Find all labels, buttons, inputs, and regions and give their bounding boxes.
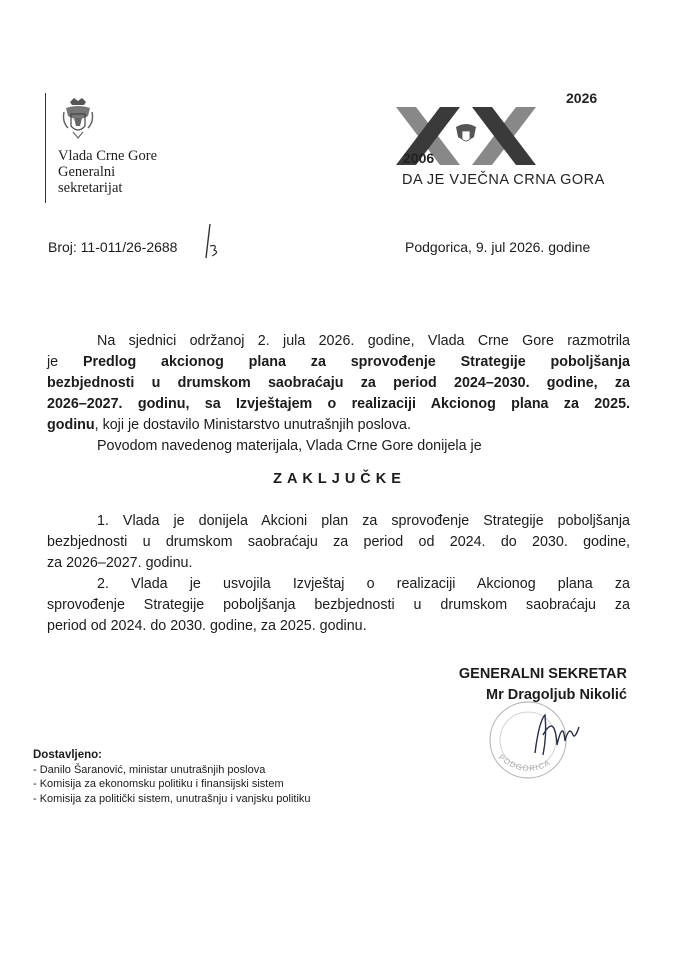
logo-year-left: 2006 <box>403 150 435 166</box>
logo-year-right: 2026 <box>566 90 598 106</box>
org-line-3: sekretarijat <box>58 180 123 196</box>
stamp-text: PODGORICA <box>496 752 553 774</box>
conclusions-list <box>47 511 630 637</box>
logo-motto: DA JE VJEČNA CRNA GORA <box>402 172 605 188</box>
org-line-2: Generalni <box>58 164 116 180</box>
intro-line-2a: je <box>47 354 59 370</box>
distribution-item: - Komisija za politički sistem, unutrašnju i vanjsku politiku <box>33 792 311 805</box>
handwritten-reference-mark <box>200 222 224 267</box>
intro-paragraph <box>47 331 630 457</box>
org-line-1: Vlada Crne Gore <box>58 148 158 164</box>
signatory-title: GENERALNI SEKRETAR <box>458 666 627 682</box>
place-and-date: Podgorica, 9. jul 2026. godine <box>405 239 591 255</box>
intro-line-2 <box>47 352 630 373</box>
signature-block <box>459 664 627 706</box>
proposal-title-part-1: Predlog akcionog plana za sprovođenje Strategije poboljšanja <box>82 354 630 370</box>
intro-line-1: Na sjednici održanoj 2. jula 2026. godine, Vlada Crne Gore razmotrila <box>97 333 630 349</box>
coat-of-arms-icon <box>60 96 96 145</box>
reference-number: Broj: 11-011/26-2688 <box>48 239 178 255</box>
conclusion-2-line-1: 2. Vlada je usvojila Izvještaj o realizaciji Akcionog plana za <box>97 576 630 592</box>
organization-name <box>58 148 157 196</box>
intro-line-6: Povodom navedenog materijala, Vlada Crne Gore donijela je <box>97 438 482 454</box>
intro-line-5b: , koji je dostavilo Ministarstvo unutrašnjih poslova. <box>94 417 411 433</box>
distribution-list <box>33 748 311 806</box>
conclusion-1-line-2: bezbjednosti u drumskom saobraćaju za period od 2024. do 2030. godine, <box>47 534 630 550</box>
header-divider <box>45 93 46 203</box>
proposal-title-part-3: 2026–2027. godinu, sa Izvještajem o realizaciji Akcionog plana za 2025. <box>47 396 630 412</box>
conclusion-2-line-2: sprovođenje Strategije poboljšanja bezbjednosti u drumskom saobraćaju za <box>47 597 630 613</box>
intro-line-5 <box>47 415 630 436</box>
distribution-item: - Komisija za ekonomsku politiku i finansijski sistem <box>33 778 284 790</box>
conclusions-heading: ZAKLJUČKE <box>273 471 406 487</box>
proposal-title-part-2: bezbjednosti u drumskom saobraćaju za period 2024–2030. godine, za <box>47 375 630 391</box>
conclusion-2-line-3: period od 2024. do 2030. godine, za 2025. godinu. <box>47 618 367 634</box>
distribution-title: Dostavljeno: <box>33 749 103 761</box>
signatory-name: Mr Dragoljub Nikolić <box>486 687 627 703</box>
conclusion-1-line-1: 1. Vlada je donijela Akcioni plan za sprovođenje Strategije poboljšanja <box>97 513 630 529</box>
proposal-title-part-4: godinu <box>47 417 95 433</box>
conclusion-1-line-3: za 2026–2027. godinu. <box>47 555 193 571</box>
distribution-item: - Danilo Šaranović, ministar unutrašnjih poslova <box>33 763 266 776</box>
eagle-icon <box>456 124 476 141</box>
handwritten-signature <box>525 705 585 770</box>
